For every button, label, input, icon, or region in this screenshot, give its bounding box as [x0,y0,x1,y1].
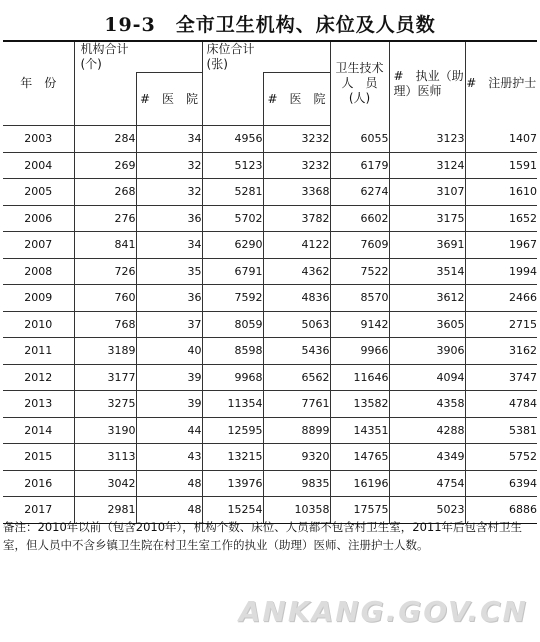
value-cell: 4094 [389,364,465,391]
year-cell: 2008 [3,258,74,285]
year-cell: 2007 [3,232,74,259]
value-cell: 3113 [74,444,136,471]
value-cell: 3189 [74,338,136,365]
value-cell: 7592 [202,285,263,312]
header-institutions-total: 机构合计 (个) [74,41,202,73]
value-cell: 726 [74,258,136,285]
year-cell: 2014 [3,417,74,444]
watermark: ANKANG.GOV.CN [238,595,528,628]
value-cell: 3514 [389,258,465,285]
value-cell: 1652 [465,205,537,232]
value-cell: 284 [74,126,136,153]
year-cell: 2005 [3,179,74,206]
value-cell: 3691 [389,232,465,259]
value-cell: 16196 [330,470,389,497]
value-cell: 10358 [263,497,330,524]
value-cell: 3747 [465,364,537,391]
header-nurses: # 注册护士 [465,41,537,126]
table-row [3,232,537,259]
value-cell: 768 [74,311,136,338]
value-cell: 4349 [389,444,465,471]
value-cell: 3190 [74,417,136,444]
year-cell: 2013 [3,391,74,418]
year-cell: 2012 [3,364,74,391]
value-cell: 36 [136,285,202,312]
value-cell: 4836 [263,285,330,312]
value-cell: 4358 [389,391,465,418]
value-cell: 36 [136,205,202,232]
value-cell: 6274 [330,179,389,206]
value-cell: 13582 [330,391,389,418]
year-cell: 2015 [3,444,74,471]
value-cell: 11354 [202,391,263,418]
value-cell: 4362 [263,258,330,285]
value-cell: 6791 [202,258,263,285]
year-cell: 2006 [3,205,74,232]
value-cell: 32 [136,179,202,206]
table-row [3,391,537,418]
value-cell: 17575 [330,497,389,524]
table-row [3,417,537,444]
value-cell: 8059 [202,311,263,338]
value-cell: 7761 [263,391,330,418]
value-cell: 3782 [263,205,330,232]
value-cell: 3107 [389,179,465,206]
table-row [3,179,537,206]
footnote: 备注：2010年以前（包含2010年），机构个数、床位、人员都不包含村卫生室，2011年后包含村卫生室，但人员中不含乡镇卫生院在村卫生室工作的执业（助理）医师、注册护士人数。 [3,520,523,552]
value-cell: 6055 [330,126,389,153]
value-cell: 12595 [202,417,263,444]
year-cell: 2011 [3,338,74,365]
value-cell: 44 [136,417,202,444]
value-cell: 14765 [330,444,389,471]
value-cell: 3177 [74,364,136,391]
value-cell: 3232 [263,126,330,153]
value-cell: 6602 [330,205,389,232]
header-institutions-total-cont [74,73,136,126]
value-cell: 9320 [263,444,330,471]
year-cell: 2009 [3,285,74,312]
value-cell: 5702 [202,205,263,232]
header-beds-total-cont [202,73,263,126]
year-cell: 2010 [3,311,74,338]
year-cell: 2017 [3,497,74,524]
year-cell: 2016 [3,470,74,497]
value-cell: 276 [74,205,136,232]
value-cell: 3232 [263,152,330,179]
header-staff-total: 卫生技术 人 员 (人) [330,41,389,126]
value-cell: 15254 [202,497,263,524]
header-beds-total: 床位合计 (张) [202,41,330,73]
value-cell: 5281 [202,179,263,206]
table-title: 19-3 全市卫生机构、床位及人员数 [104,14,436,36]
value-cell: 8570 [330,285,389,312]
table-row [3,126,537,153]
year-cell: 2004 [3,152,74,179]
value-cell: 7522 [330,258,389,285]
value-cell: 3162 [465,338,537,365]
value-cell: 6179 [330,152,389,179]
table-row [3,338,537,365]
value-cell: 3906 [389,338,465,365]
value-cell: 4956 [202,126,263,153]
value-cell: 2466 [465,285,537,312]
value-cell: 11646 [330,364,389,391]
year-cell: 2003 [3,126,74,153]
table-row [3,311,537,338]
value-cell: 35 [136,258,202,285]
value-cell: 9968 [202,364,263,391]
value-cell: 8598 [202,338,263,365]
header-year: 年 份 [3,41,74,126]
value-cell: 3605 [389,311,465,338]
value-cell: 4122 [263,232,330,259]
value-cell: 5023 [389,497,465,524]
value-cell: 269 [74,152,136,179]
value-cell: 13215 [202,444,263,471]
value-cell: 7609 [330,232,389,259]
value-cell: 2715 [465,311,537,338]
value-cell: 8899 [263,417,330,444]
value-cell: 5123 [202,152,263,179]
value-cell: 48 [136,497,202,524]
value-cell: 2981 [74,497,136,524]
value-cell: 37 [136,311,202,338]
value-cell: 4288 [389,417,465,444]
value-cell: 6394 [465,470,537,497]
value-cell: 32 [136,152,202,179]
value-cell: 14351 [330,417,389,444]
value-cell: 1610 [465,179,537,206]
value-cell: 9142 [330,311,389,338]
header-institutions-hospital: # 医 院 [136,73,202,126]
table-row [3,470,537,497]
table-row [3,205,537,232]
value-cell: 43 [136,444,202,471]
value-cell: 48 [136,470,202,497]
value-cell: 1994 [465,258,537,285]
value-cell: 9966 [330,338,389,365]
health-resources-table [3,40,537,524]
value-cell: 1967 [465,232,537,259]
value-cell: 3368 [263,179,330,206]
table-row [3,285,537,312]
value-cell: 39 [136,391,202,418]
value-cell: 3275 [74,391,136,418]
value-cell: 1407 [465,126,537,153]
value-cell: 13976 [202,470,263,497]
value-cell: 6562 [263,364,330,391]
header-beds-hospital: # 医 院 [263,73,330,126]
value-cell: 5436 [263,338,330,365]
value-cell: 5752 [465,444,537,471]
value-cell: 5381 [465,417,537,444]
value-cell: 34 [136,126,202,153]
value-cell: 6290 [202,232,263,259]
table-row [3,444,537,471]
value-cell: 841 [74,232,136,259]
value-cell: 6886 [465,497,537,524]
value-cell: 9835 [263,470,330,497]
value-cell: 268 [74,179,136,206]
value-cell: 4754 [389,470,465,497]
value-cell: 5063 [263,311,330,338]
value-cell: 34 [136,232,202,259]
table-row [3,364,537,391]
value-cell: 3042 [74,470,136,497]
value-cell: 3175 [389,205,465,232]
value-cell: 40 [136,338,202,365]
value-cell: 3123 [389,126,465,153]
value-cell: 760 [74,285,136,312]
header-doctors: # 执业（助 理）医师 [389,41,465,126]
value-cell: 4784 [465,391,537,418]
value-cell: 1591 [465,152,537,179]
value-cell: 3124 [389,152,465,179]
value-cell: 39 [136,364,202,391]
table-row [3,152,537,179]
value-cell: 3612 [389,285,465,312]
table-row [3,258,537,285]
